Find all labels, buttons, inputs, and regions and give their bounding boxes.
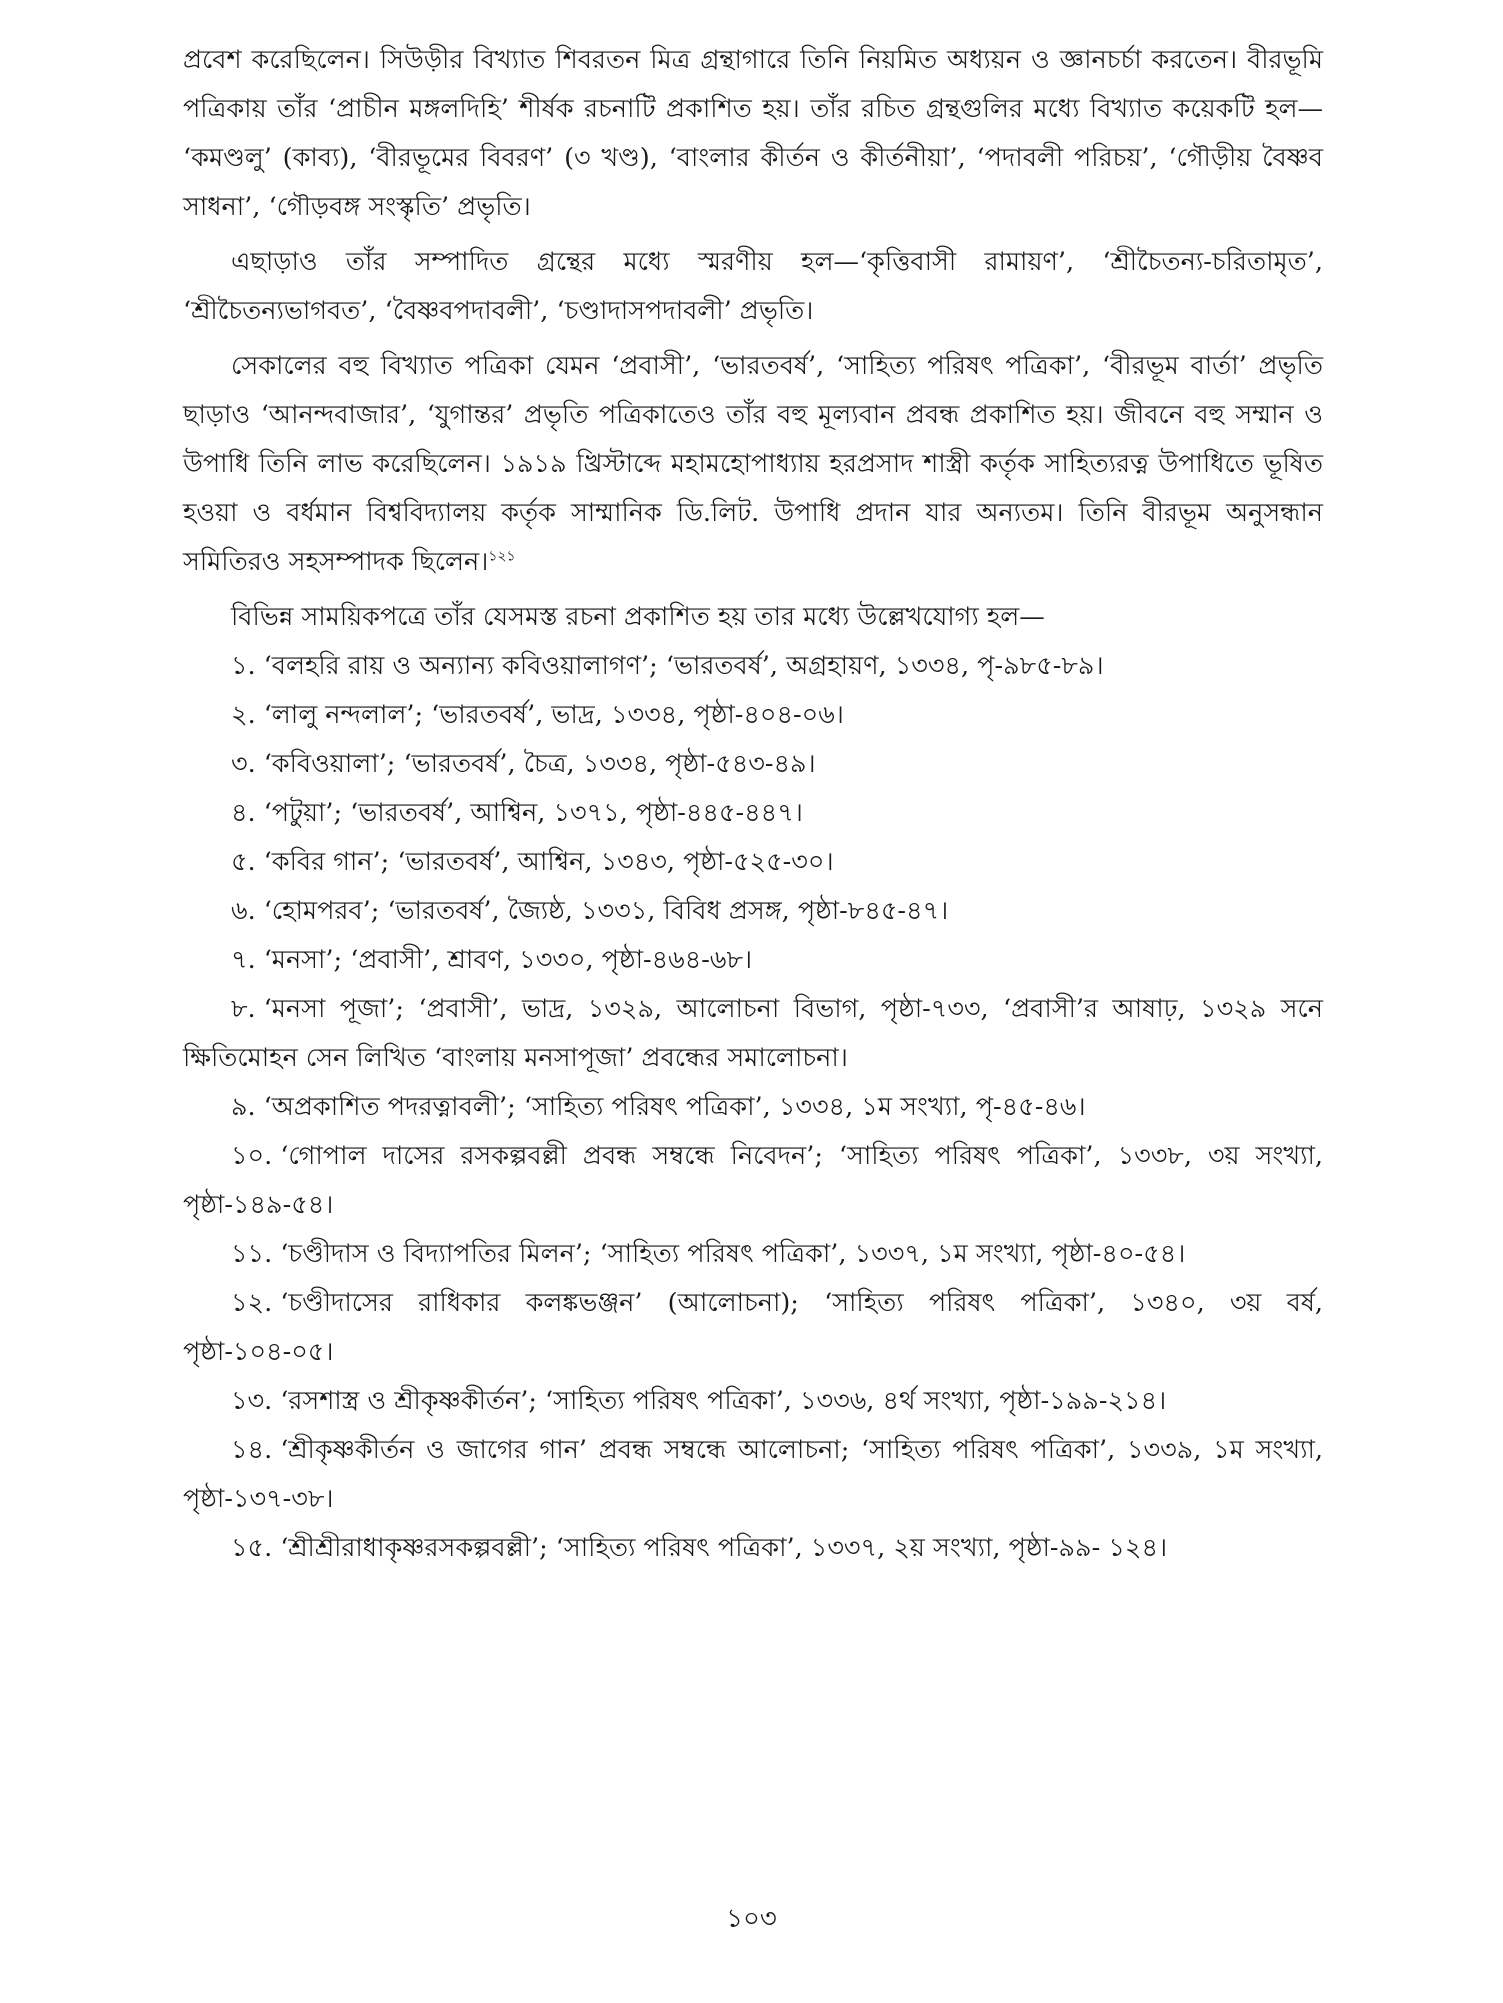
reference-item	[183, 642, 1323, 691]
reference-number: ৫.	[231, 847, 256, 877]
paragraph-2: এছাড়াও তাঁর সম্পাদিত গ্রন্থের মধ্যে স্মরণীয় হল—‘কৃত্তিবাসী রামায়ণ’, ‘শ্রীচৈতন্য-চরিতামৃত’, ‘শ্রীচৈতন্যভাগবত’, ‘বৈষ্ণবপদাবলী’, ‘চণ্ডাদাসপদাবলী’ প্রভৃতি।	[183, 247, 1323, 326]
reference-number: ১২.	[231, 1288, 273, 1318]
reference-item	[183, 1524, 1323, 1573]
reference-number: ১.	[231, 651, 256, 681]
reference-number: ৮.	[231, 994, 256, 1024]
reference-item	[183, 936, 1323, 985]
reference-item	[183, 887, 1323, 936]
reference-number: ২.	[231, 700, 256, 730]
reference-number: ১৩.	[231, 1386, 273, 1416]
reference-number: ৭.	[231, 945, 256, 975]
reference-text: ‘শ্রীশ্রীরাধাকৃষ্ণরসকল্পবল্লী’; ‘সাহিত্য পরিষৎ পত্রিকা’, ১৩৩৭, ২য় সংখ্যা, পৃষ্ঠা-৯৯- ১২৪।	[280, 1533, 1168, 1563]
reference-item	[183, 1083, 1323, 1132]
reference-text: ‘কবিওয়ালা’; ‘ভারতবর্ষ’, চৈত্র, ১৩৩৪, পৃষ্ঠা-৫৪৩-৪৯।	[263, 749, 816, 779]
reference-text: ‘চণ্ডীদাসের রাধিকার কলঙ্কভঞ্জন’ (আলোচনা); ‘সাহিত্য পরিষৎ পত্রিকা’, ১৩৪০, ৩য় বর্ষ, পৃষ্ঠা-১০৪-০৫।	[183, 1288, 1323, 1367]
reference-item	[183, 985, 1323, 1083]
paragraph-3	[183, 342, 1323, 587]
footnote-marker: ১২১	[488, 548, 516, 565]
reference-number: ১১.	[231, 1239, 273, 1269]
paragraph-1: প্রবেশ করেছিলেন। সিউড়ীর বিখ্যাত শিবরতন মিত্র গ্রন্থাগারে তিনি নিয়মিত অধ্যয়ন ও জ্ঞানচর্চা করতেন। বীরভূমি পত্রিকায় তাঁর ‘প্রাচীন মঙ্গলদিহি’ শীর্ষক রচনাটি প্রকাশিত হয়। তাঁর রচিত গ্রন্থগুলির মধ্যে বিখ্যাত কয়েকটি হল— ‘কমণ্ডলু’ (কাব্য), ‘বীরভূমের বিবরণ’ (৩ খণ্ড), ‘বাংলার কীর্তন ও কীর্তনীয়া’, ‘পদাবলী পরিচয়’, ‘গৌড়ীয় বৈষ্ণব সাধনা’, ‘গৌড়বঙ্গ সংস্কৃতি’ প্রভৃতি।	[183, 45, 1323, 222]
paragraph-3-text: সেকালের বহু বিখ্যাত পত্রিকা যেমন ‘প্রবাসী’, ‘ভারতবর্ষ’, ‘সাহিত্য পরিষৎ পত্রিকা’, ‘বীরভূম বার্তা’ প্রভৃতি ছাড়াও ‘আনন্দবাজার’, ‘যুগান্তর’ প্রভৃতি পত্রিকাতেও তাঁর বহু মূল্যবান প্রবন্ধ প্রকাশিত হয়। জীবনে বহু সম্মান ও উপাধি তিনি লাভ করেছিলেন। ১৯১৯ খ্রিস্টাব্দে মহামহোপাধ্যায় হরপ্রসাদ শাস্ত্রী কর্তৃক সাহিত্যরত্ন উপাধিতে ভূষিত হওয়া ও বর্ধমান বিশ্ববিদ্যালয় কর্তৃক সাম্মানিক ডি.লিট. উপাধি প্রদান যার অন্যতম। তিনি বীরভূম অনুসন্ধান সমিতিরও সহসম্পাদক ছিলেন।	[183, 351, 1323, 577]
reference-text: ‘মনসা পূজা’; ‘প্রবাসী’, ভাদ্র, ১৩২৯, আলোচনা বিভাগ, পৃষ্ঠা-৭৩৩, ‘প্রবাসী’র আষাঢ়, ১৩২৯ সনে ক্ষিতিমোহন সেন লিখিত ‘বাংলায় মনসাপূজা’ প্রবন্ধের সমালোচনা।	[183, 994, 1323, 1073]
reference-text: ‘রসশাস্ত্র ও শ্রীকৃষ্ণকীর্তন’; ‘সাহিত্য পরিষৎ পত্রিকা’, ১৩৩৬, ৪র্থ সংখ্যা, পৃষ্ঠা-১৯৯-২১৪।	[280, 1386, 1167, 1416]
reference-item	[183, 740, 1323, 789]
reference-item	[183, 1279, 1323, 1377]
reference-item	[183, 1377, 1323, 1426]
reference-number: ১৫.	[231, 1533, 273, 1563]
reference-number: ১৪.	[231, 1435, 273, 1465]
reference-number: ৩.	[231, 749, 256, 779]
reference-text: ‘কবির গান’; ‘ভারতবর্ষ’, আশ্বিন, ১৩৪৩, পৃষ্ঠা-৫২৫-৩০।	[263, 847, 834, 877]
reference-text: ‘গোপাল দাসের রসকল্পবল্লী প্রবন্ধ সম্বন্ধে নিবেদন’; ‘সাহিত্য পরিষৎ পত্রিকা’, ১৩৩৮, ৩য় সংখ্যা, পৃষ্ঠা-১৪৯-৫৪।	[183, 1141, 1323, 1220]
reference-text: ‘বলহরি রায় ও অন্যান্য কবিওয়ালাগণ’; ‘ভারতবর্ষ’, অগ্রহায়ণ, ১৩৩৪, পৃ-৯৮৫-৮৯।	[263, 651, 1104, 681]
reference-text: ‘শ্রীকৃষ্ণকীর্তন ও জাগের গান’ প্রবন্ধ সম্বন্ধে আলোচনা; ‘সাহিত্য পরিষৎ পত্রিকা’, ১৩৩৯, ১ম সংখ্যা, পৃষ্ঠা-১৩৭-৩৮।	[183, 1435, 1323, 1514]
reference-text: ‘পটুয়া’; ‘ভারতবর্ষ’, আশ্বিন, ১৩৭১, পৃষ্ঠা-৪৪৫-৪৪৭।	[263, 798, 803, 828]
reference-number: ১০.	[231, 1141, 273, 1171]
reference-list	[183, 642, 1323, 1573]
reference-item	[183, 1132, 1323, 1230]
reference-text: ‘লালু নন্দলাল’; ‘ভারতবর্ষ’, ভাদ্র, ১৩৩৪, পৃষ্ঠা-৪০৪-০৬।	[263, 700, 844, 730]
reference-text: ‘মনসা’; ‘প্রবাসী’, শ্রাবণ, ১৩৩০, পৃষ্ঠা-৪৬৪-৬৮।	[263, 945, 753, 975]
paragraph-4: বিভিন্ন সাময়িকপত্রে তাঁর যেসমস্ত রচনা প্রকাশিত হয় তার মধ্যে উল্লেখযোগ্য হল—	[231, 602, 1045, 632]
reference-item	[183, 789, 1323, 838]
reference-text: ‘হোমপরব’; ‘ভারতবর্ষ’, জ্যৈষ্ঠ, ১৩৩১, বিবিধ প্রসঙ্গ, পৃষ্ঠা-৮৪৫-৪৭।	[263, 896, 949, 926]
reference-item	[183, 838, 1323, 887]
reference-text: ‘অপ্রকাশিত পদরত্নাবলী’; ‘সাহিত্য পরিষৎ পত্রিকা’, ১৩৩৪, ১ম সংখ্যা, পৃ-৪৫-৪৬।	[263, 1092, 1086, 1122]
reference-number: ৯.	[231, 1092, 256, 1122]
reference-item	[183, 1426, 1323, 1524]
reference-item	[183, 691, 1323, 740]
reference-number: ৪.	[231, 798, 256, 828]
reference-item	[183, 1230, 1323, 1279]
reference-text: ‘চণ্ডীদাস ও বিদ্যাপতির মিলন’; ‘সাহিত্য পরিষৎ পত্রিকা’, ১৩৩৭, ১ম সংখ্যা, পৃষ্ঠা-৪০-৫৪।	[280, 1239, 1186, 1269]
page-number: ১০৩	[726, 1904, 777, 1934]
reference-number: ৬.	[231, 896, 256, 926]
